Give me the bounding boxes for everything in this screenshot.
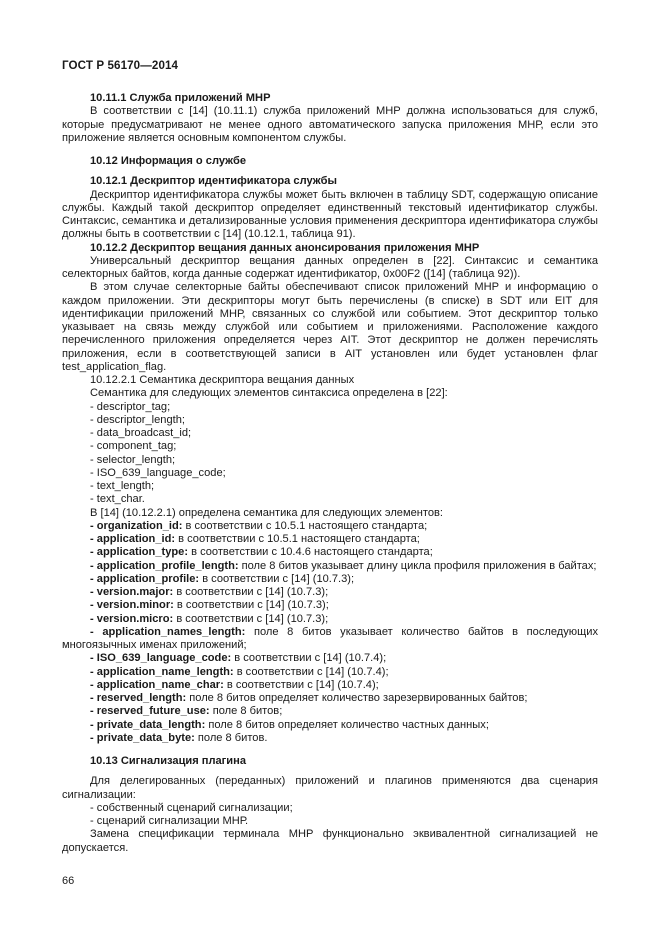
list-item <box>62 573 598 586</box>
list-item <box>62 613 598 626</box>
definition: поле 8 битов указывает длину цикла профиля приложения в байтах; <box>238 559 597 572</box>
list-item: - text_length; <box>90 480 155 492</box>
paragraph-semantics-22: Семантика для следующих элементов синтаксиса определена в [22]: <box>90 387 448 400</box>
list-item <box>62 599 598 612</box>
list-item <box>62 719 598 732</box>
definition: поле 8 битов; <box>209 705 283 718</box>
paragraph-10-13-b: Замена спецификации терминала МНР функционально эквивалентной сигнализацией не допускается. <box>62 828 598 854</box>
definition: поле 8 битов указывает количество байтов в последующих многоязычных именах приложений; <box>62 625 598 651</box>
term: - application_profile_length: <box>90 559 239 572</box>
definition: в соответствии с 10.5.1 настоящего стандарта; <box>182 519 428 532</box>
list-elements-22 <box>62 401 598 507</box>
list-item: - text_char. <box>90 493 145 506</box>
term: - version.micro: <box>90 612 174 625</box>
paragraph-semantics-14: В [14] (10.12.2.1) определена семантика для следующих элементов: <box>90 506 444 519</box>
list-item <box>62 520 598 533</box>
definition: в соответствии с [14] (10.7.4); <box>233 665 389 678</box>
heading-10-12-2: 10.12.2 Дескриптор вещания данных анонсирования приложения МНР <box>90 241 480 254</box>
heading-10-11-1: 10.11.1 Служба приложений МНР <box>90 92 271 104</box>
list-item: - descriptor_length; <box>90 413 185 426</box>
definition: поле 8 битов. <box>194 731 268 744</box>
list-item <box>62 533 598 546</box>
list-item: - ISO_639_language_code; <box>90 466 226 479</box>
paragraph-10-12-1: Дескриптор идентификатора службы может быть включен в таблицу SDT, содержащую описание службы. Каждый такой дескриптор определяет единственный текстовый идентификатор службы. Синтаксис, семантика и детализированные условия применения дескриптора идентификатора службы должны быть в соответствии с [14] (10.12.1, таблица 91). <box>62 188 598 241</box>
list-item: - descriptor_tag; <box>90 400 171 413</box>
list-item: - сценарий сигнализации МНР. <box>90 815 249 827</box>
list-item <box>62 586 598 599</box>
term: - ISO_639_language_code: <box>90 652 232 665</box>
term: - application_name_length: <box>90 665 234 678</box>
definition: в соответствии с [14] (10.7.3); <box>173 599 329 612</box>
paragraph-10-12-2-b: В этом случае селекторные байты обеспечивают список приложений МНР и информацию о каждом приложении. Эти дескрипторы могут быть перечислены (в списке) в SDT или EIT для идентификации приложений МНР, связанных со службой или событием. Этот дескриптор только указывает на связь между службой или событием и приложениями. Расположение каждого перечисленного приложения определяется через AIT. Этот дескриптор не должен перечислять приложения, если в соответствующей записи в AIT установлен или будет установлен флаг test_application_flag. <box>62 281 598 373</box>
term: - application_names_length: <box>90 625 246 638</box>
term: - private_data_byte: <box>90 731 195 744</box>
definition: в соответствии с 10.4.6 настоящего стандарта; <box>188 546 433 559</box>
definition: в соответствии с [14] (10.7.3); <box>199 572 355 585</box>
term: - organization_id: <box>90 519 183 532</box>
heading-10-12-2-1: 10.12.2.1 Семантика дескриптора вещания данных <box>90 374 355 386</box>
term: - application_type: <box>90 546 189 559</box>
definition: поле 8 битов определяет количество частных данных; <box>205 718 489 731</box>
term: - application_name_char: <box>90 678 224 691</box>
heading-10-12: 10.12 Информация о службе <box>90 155 247 167</box>
definition: в соответствии с [14] (10.7.4); <box>231 652 387 665</box>
list-item: - data_broadcast_id; <box>90 427 192 439</box>
heading-10-13: 10.13 Сигнализация плагина <box>90 755 246 767</box>
list-item <box>62 692 598 705</box>
definition: в соответствии с [14] (10.7.3); <box>173 612 329 625</box>
list-item <box>62 666 598 679</box>
definition: поле 8 битов определяет количество зарезервированных байтов; <box>186 692 528 704</box>
heading-10-12-1: 10.12.1 Дескриптор идентификатора службы <box>90 175 337 188</box>
term: - reserved_future_use: <box>90 705 210 718</box>
list-item: - selector_length; <box>90 453 176 466</box>
paragraph-10-13-a: Для делегированных (переданных) приложений и плагинов применяются два сценария сигнализации: <box>62 775 598 801</box>
term: - version.minor: <box>90 599 174 612</box>
list-item: - собственный сценарий сигнализации; <box>90 801 293 814</box>
document-body <box>62 92 598 855</box>
page-number: 66 <box>62 875 75 887</box>
list-item: - component_tag; <box>90 440 177 453</box>
paragraph-10-11-1: В соответствии с [14] (10.11.1) служба приложений МНР должна использоваться для служб, которые предусматривают не менее одного автоматического запуска приложения МНР, если это приложение является основным компонентом службы. <box>62 105 598 144</box>
paragraph-10-12-2-a: Универсальный дескриптор вещания данных определен в [22]. Синтаксис и семантика селекторных байтов, когда данные содержат идентификатор, 0x00F2 ([14] (таблица 92)). <box>62 254 598 280</box>
term: - reserved_length: <box>90 692 187 704</box>
definition: в соответствии с [14] (10.7.3); <box>173 586 329 598</box>
list-item-wrapped <box>62 626 598 653</box>
definition: в соответствии с [14] (10.7.4); <box>223 678 379 691</box>
term: - application_profile: <box>90 572 200 585</box>
list-item <box>62 652 598 665</box>
term: - private_data_length: <box>90 718 206 731</box>
standard-header: ГОСТ Р 56170—2014 <box>62 59 179 72</box>
term: - application_id: <box>90 533 176 545</box>
list-item <box>62 546 598 559</box>
definition: в соответствии с 10.5.1 настоящего стандарта; <box>175 533 420 545</box>
list-item <box>62 679 598 692</box>
term: - version.major: <box>90 586 174 598</box>
list-elements-14 <box>62 520 598 745</box>
list-item <box>62 560 598 573</box>
list-item <box>62 732 598 745</box>
list-item <box>62 705 598 718</box>
